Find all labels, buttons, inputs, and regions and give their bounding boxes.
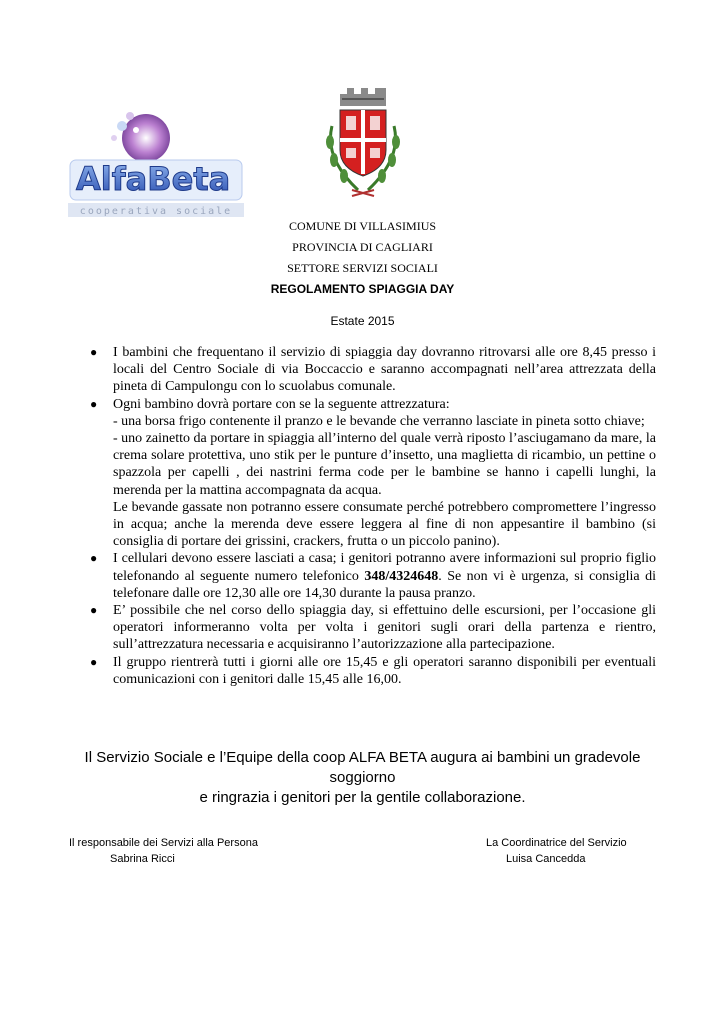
bullet-icon: ● [90,396,98,411]
rule-text: . Se non vi è urgenza, si consiglia di telefonare dalle ore 12,30 alle ore 14,30 durante la pausa pranzo. [113,568,657,601]
rule-subitem: - uno zainetto da portare in spiaggia all’interno del quale verrà riposto l’asciugamano da mare, la crema solare protettiva, uno stik per le punture d’insetto, una maglietta di ricambio, un pettine o spazzola per capelli , dei nastrini ferma code per le bambine se hanno i capelli lunghi, la merenda per la mattina accompagnata da acqua. [113,431,656,498]
municipal-crest-icon [318,86,408,202]
list-item [90,654,656,688]
rule-text: I cellulari devono essere lasciati a casa; i genitori potranno avere informazioni sul proprio figlio telefonando al seguente numero telefonico [113,551,656,584]
closing-message [70,748,655,808]
signature-right-role: La Coordinatrice del Servizio [486,837,627,849]
signature-left-name: Sabrina Ricci [110,853,175,865]
rule-text: Ogni bambino dovrà portare con se la seguente attrezzatura: [113,396,450,412]
list-item [90,344,656,396]
rules-list [90,344,656,688]
rule-note: Le bevande gassate non potranno essere consumate perché potrebbero compromettere l’ingresso in acqua; anche la merenda deve essere leggera al fine di non appesantire il bambino (si consiglia di portare dei grissini, crackers, frutta o un piccolo panino). [113,499,656,550]
phone-number: 348/4324648 [364,568,439,584]
document-title: REGOLAMENTO SPIAGGIA DAY [270,282,455,296]
bullet-icon: ● [90,654,98,669]
closing-line-1: Il Servizio Sociale e l’Equipe della coop ALFA BETA augura ai bambini un gradevole soggiorno [84,749,641,786]
logo-subtitle: cooperativa sociale [79,206,233,217]
list-item [90,550,656,602]
signature-right-name: Luisa Cancedda [506,853,586,865]
header-settore: SETTORE SERVIZI SOCIALI [287,261,438,275]
list-item [90,602,656,654]
rule-text: Il gruppo rientrerà tutti i giorni alle ore 15,45 e gli operatori saranno disponibili per eventuali comunicazioni con i genitori dalle 15,45 alle 16,00. [113,654,656,687]
logo-brand-text: AlfaBeta [76,160,231,198]
closing-line-2: e ringrazia i genitori per la gentile collaborazione. [199,789,526,806]
bullet-icon: ● [90,603,98,618]
list-item [90,396,656,551]
signature-left-role: Il responsabile dei Servizi alla Persona [69,837,258,849]
document-season: Estate 2015 [330,314,395,328]
bullet-icon: ● [90,345,98,359]
header-provincia: PROVINCIA DI CAGLIARI [292,240,433,254]
rule-text: E’ possibile che nel corso dello spiaggia day, si effettuino delle escursioni, per l’occasione gli operatori informeranno volta per volta i genitori sugli orari della partenza e rientro, sull’attrezzatura necessaria e acquisiranno l’autorizzazione alla partecipazione. [113,603,656,653]
bullet-icon: ● [90,551,98,566]
header-comune: COMUNE DI VILLASIMIUS [288,219,437,233]
rule-subitem: - una borsa frigo contenente il pranzo e le bevande che verranno lasciate in pineta sotto chiave; [113,413,645,429]
alfabeta-logo [64,108,249,220]
rule-text: I bambini che frequentano il servizio di spiaggia day dovranno ritrovarsi alle ore 8,45 presso i locali del Centro Sociale di via Boccaccio e saranno accompagnati nell’area attrezzata della pineta di Campulongu con lo scuolabus comunale. [113,345,656,395]
